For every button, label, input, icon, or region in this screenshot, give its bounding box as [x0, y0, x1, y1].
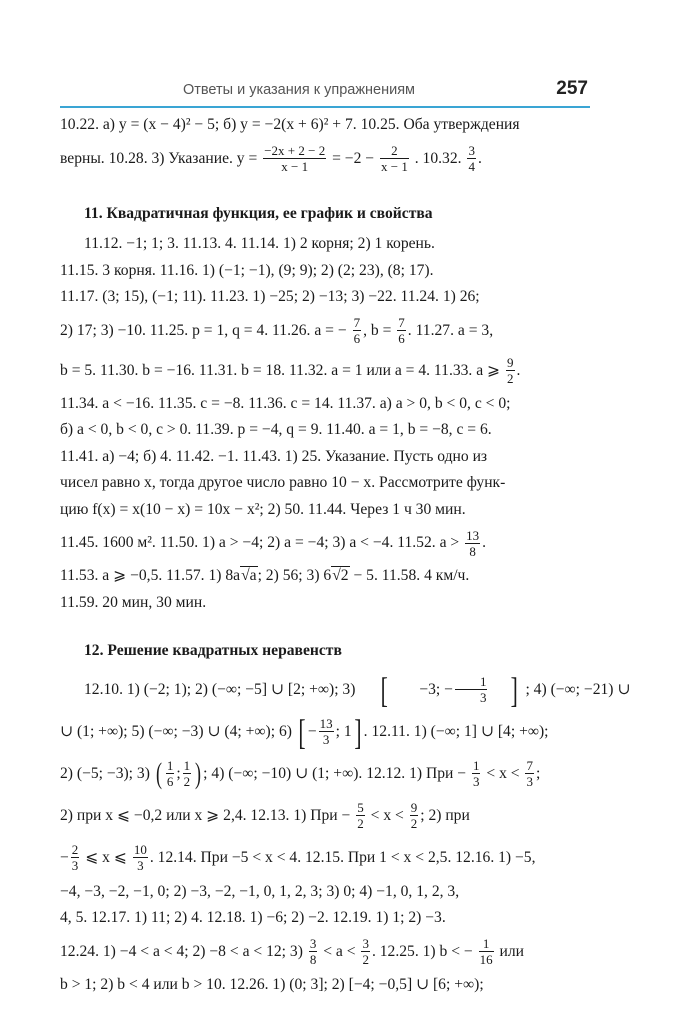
text-fragment: ; 4) (−∞; −21) ∪ [525, 680, 631, 698]
text-line [60, 932, 590, 972]
text-fragment: 12.24. 1) −4 < a < 4; 2) −8 < a < 12; 3) [60, 942, 303, 960]
text-fragment: . [477, 149, 482, 167]
text-fragment: − 5. 11.58. 4 км/ч. [349, 567, 470, 584]
text-fragment: . 12.25. 1) b < − [371, 942, 473, 960]
denominator: 3 [137, 858, 144, 874]
numerator: 9 [410, 800, 418, 816]
text-fragment: − [60, 848, 69, 866]
fraction [455, 674, 488, 705]
numerator: 1 [183, 758, 191, 774]
text-fragment: . 10.32. [414, 149, 462, 167]
text-fragment: < x < [486, 764, 520, 782]
text-fragment: . 11.27. a = 3, [407, 321, 494, 339]
fraction [133, 842, 148, 873]
text-fragment: 12.10. 1) (−2; 1); 2) (−∞; −5] ∪ [2; +∞); 3) [84, 680, 356, 698]
text-fragment: . [516, 361, 521, 379]
numerator: 1 [455, 674, 488, 690]
denominator: 2 [507, 371, 514, 387]
text-line: чисел равно x, тогда другое число равно 10 − x. Рассмотрите функ- [60, 474, 506, 491]
numerator: 3 [468, 143, 475, 159]
denominator: 8 [469, 543, 476, 559]
text-line: цию f(x) = x(10 − x) = 10x − x²; 2) 50. 11.44. Через 1 ч 30 мин. [60, 500, 466, 518]
text-fragment: − [307, 722, 317, 740]
denominator: 3 [472, 774, 480, 790]
denominator: 8 [309, 952, 317, 968]
text-line: 11.41. а) −4; б) 4. 11.42. −1. 11.43. 1) 25. Указание. Пусть одно из [60, 447, 488, 465]
denominator: 2 [357, 816, 364, 832]
fraction [410, 800, 419, 831]
text-fragment: ; 2) 56; 3) 6 [257, 567, 332, 584]
text-line: 11.15. 3 корня. 11.16. 1) (−1; −1), (9; 9); 2) (2; 23), (8; 17). [60, 261, 434, 279]
fraction [506, 355, 515, 386]
fraction [479, 936, 494, 967]
text-line [60, 837, 590, 879]
numerator: 10 [133, 842, 147, 858]
text-line [60, 523, 590, 563]
fraction [361, 936, 370, 967]
numerator: 7 [398, 315, 405, 331]
fraction [263, 143, 326, 174]
fraction [319, 716, 334, 747]
numerator: 1 [166, 758, 174, 774]
page-header [60, 78, 590, 106]
fraction [353, 315, 362, 346]
numerator: 13 [466, 527, 480, 543]
text-fragment: = −2 − [332, 149, 375, 167]
text-line: b > 1; 2) b < 4 или b > 10. 12.26. 1) (0; 3]; 2) [−4; −0,5] ∪ [6; +∞); [60, 975, 484, 993]
numerator: 7 [526, 758, 533, 774]
numerator: 2 [380, 143, 409, 159]
section-title: 11. Квадратичная функция, ее график и свойства [84, 204, 433, 222]
fraction [465, 528, 480, 559]
text-line: 11.34. a < −16. 11.35. c = −8. 11.36. c = 14. 11.37. а) a > 0, b < 0, c < 0; [60, 394, 511, 412]
numerator: −2x + 2 − 2 [264, 143, 326, 159]
text-fragment: . [482, 534, 486, 551]
denominator: 2 [183, 774, 191, 790]
text-line [60, 311, 590, 351]
answers-content [60, 112, 631, 998]
fraction [472, 758, 481, 789]
text-fragment: ; 4) (−∞; −10) ∪ (1; +∞). 12.12. 1) При − [203, 764, 467, 782]
text-fragment: или [499, 942, 524, 960]
section-title: 12. Решение квадратных неравенств [84, 642, 342, 659]
fraction [397, 315, 406, 346]
running-header-title: Ответы и указания к упражнениям [182, 82, 416, 98]
text-fragment: 2) (−5; −3); 3) [60, 764, 150, 782]
text-fragment: ; [535, 764, 541, 782]
numerator: 1 [472, 758, 480, 774]
text-fragment: верны. 10.28. 3) Указание. y = [60, 149, 258, 167]
text-fragment: < x < [370, 806, 404, 824]
fraction [309, 936, 318, 967]
denominator: 3 [526, 774, 533, 790]
fraction [183, 758, 192, 789]
numerator: 5 [357, 800, 364, 816]
denominator: 4 [468, 159, 475, 175]
text-fragment: 11.53. a ⩾ −0,5. 11.57. 1) 8a [60, 567, 241, 584]
text-fragment: 2) 17; 3) −10. 11.25. p = 1, q = 4. 11.26. a = − [60, 321, 347, 339]
denominator: 6 [398, 331, 405, 347]
square-root: √a [241, 567, 257, 584]
text-line [60, 351, 590, 391]
denominator: 16 [479, 952, 493, 968]
text-fragment: ; 1 [335, 722, 352, 740]
text-line: 11.59. 20 мин, 30 мин. [60, 593, 207, 611]
text-line [60, 563, 590, 590]
text-line [60, 795, 590, 837]
text-line: 11.17. (3; 15), (−1; 11). 11.23. 1) −25; 2) −13; 3) −22. 11.24. 1) 26; [60, 288, 480, 305]
bracketed-interval: [ −3; − $\frac{1}{3}$ ] [380, 669, 519, 710]
text-fragment: . 12.11. 1) (−∞; 1] ∪ [4; +∞); [363, 722, 549, 740]
text-fragment: ∪ (1; +∞); 5) (−∞; −3) ∪ (4; +∞); 6) [60, 722, 292, 740]
numerator: 3 [309, 936, 317, 952]
denominator: x − 1 [381, 159, 408, 175]
text-line: б) a < 0, b < 0, c > 0. 11.39. p = −4, q = 9. 11.40. a = 1, b = −8, c = 6. [60, 421, 492, 438]
denominator: 3 [479, 690, 487, 706]
text-line [60, 711, 590, 753]
numerator: 1 [479, 936, 494, 952]
text-fragment: ; [176, 764, 181, 782]
denominator: 6 [353, 331, 361, 347]
text-fragment: 11.45. 1600 м². 11.50. 1) a > −4; 2) a = −4; 3) a < −4. 11.52. a > [60, 534, 460, 551]
denominator: x − 1 [281, 159, 309, 175]
text-fragment: b = 5. 11.30. b = −16. 11.31. b = 18. 11.32. a = 1 или a = 4. 11.33. a ⩾ [60, 361, 501, 379]
text-fragment: < a < [323, 942, 356, 960]
numerator: 7 [353, 315, 361, 331]
denominator: 2 [362, 952, 369, 968]
text-fragment: , b = [363, 321, 392, 339]
bracketed-interval: [ − $\frac{13}{3}$ ; 1 ] [298, 711, 362, 752]
text-line [60, 669, 631, 711]
text-line [60, 139, 590, 179]
numerator: 3 [362, 936, 369, 952]
page-number: 257 [556, 78, 588, 99]
denominator: 3 [71, 858, 79, 874]
numerator: 9 [507, 355, 514, 371]
header-rule [60, 106, 590, 108]
denominator: 3 [322, 732, 330, 748]
text-line: −4, −3, −2, −1, 0; 2) −3, −2, −1, 0, 1, 2, 3; 3) 0; 4) −1, 0, 1, 2, 3, [60, 882, 460, 900]
text-fragment: 2) при x ⩽ −0,2 или x ⩾ 2,4. 12.13. 1) При − [60, 806, 351, 824]
bracketed-interval: ( $\frac{1}{6}$ ; $\frac{1}{2}$ ) [154, 753, 203, 795]
denominator: 6 [166, 774, 174, 790]
numerator: 2 [71, 842, 79, 858]
fraction [356, 800, 365, 831]
numerator: 13 [319, 716, 333, 732]
text-fragment: . 12.14. При −5 < x < 4. 12.15. При 1 < x < 2,5. 12.16. 1) −5, [149, 848, 536, 866]
text-fragment: ⩽ x ⩽ [85, 848, 127, 866]
square-root: √2 [332, 567, 349, 584]
text-line [60, 753, 590, 795]
denominator: 2 [410, 816, 418, 832]
text-fragment: ; 2) при [420, 806, 470, 824]
text-line: 4, 5. 12.17. 1) 11; 2) 4. 12.18. 1) −6; 2) −2. 12.19. 1) 1; 2) −3. [60, 909, 446, 926]
text-line: 11.12. −1; 1; 3. 11.13. 4. 11.14. 1) 2 корня; 2) 1 корень. [84, 235, 435, 252]
fraction [380, 143, 409, 174]
fraction [71, 842, 80, 873]
text-fragment: −3; − [419, 680, 453, 698]
text-line: 10.22. а) y = (x − 4)² − 5; б) y = −2(x + 6)² + 7. 10.25. Оба утверждения [60, 116, 520, 133]
fraction [166, 758, 175, 789]
fraction [467, 143, 476, 174]
fraction [525, 758, 534, 789]
